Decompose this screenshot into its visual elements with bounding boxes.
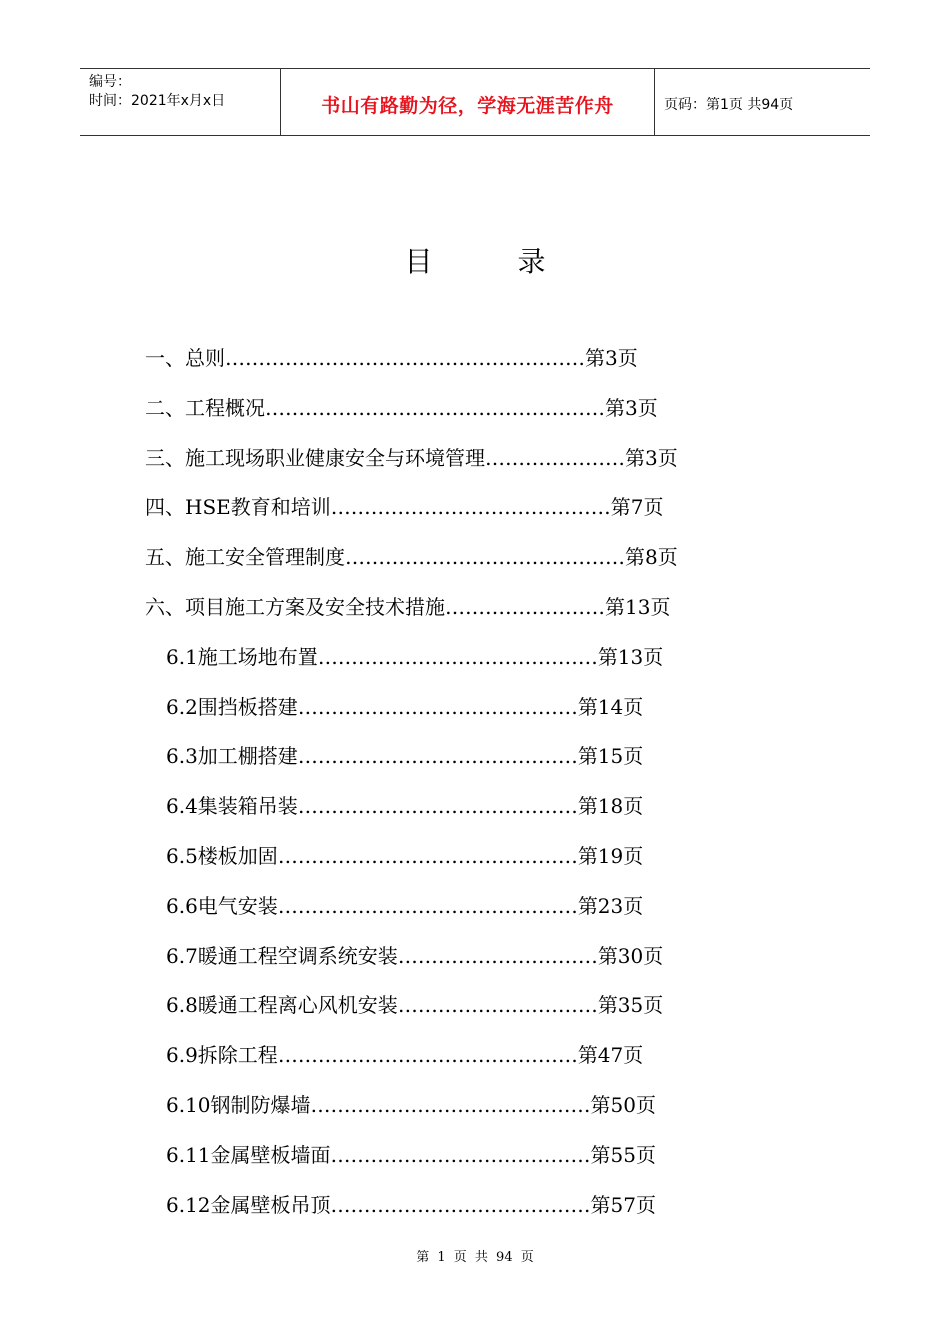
toc-entry-label: 一、总则 [145, 346, 225, 370]
toc-leader: ………………………………… [330, 1192, 591, 1217]
toc-subentry[interactable] [145, 638, 865, 688]
date-line: 时间：2021年x月x日 [89, 93, 226, 109]
toc-subentry[interactable] [145, 787, 865, 837]
toc-entry[interactable] [145, 389, 865, 439]
toc-page-ref: 第7页 [610, 495, 664, 520]
toc-page-ref: 第3页 [605, 395, 658, 420]
header-motto: 书山有路勤为径，学海无涯苦作舟 [321, 94, 614, 117]
toc-page-ref: 第47页 [577, 1043, 644, 1068]
toc-leader: …………………………………… [345, 545, 625, 570]
toc-page-ref: 第23页 [577, 893, 644, 918]
toc-leader: …………………………………… [310, 1092, 591, 1117]
toc-page-ref: 第13页 [605, 594, 671, 619]
toc-subentry[interactable] [145, 688, 865, 738]
toc-entry[interactable] [145, 339, 865, 389]
toc-leader: ……………………………………………… [225, 346, 585, 370]
toc-subentry[interactable] [145, 1036, 865, 1086]
toc-entry[interactable] [145, 488, 865, 538]
toc-entry-label: 二、工程概况 [145, 395, 265, 420]
toc-entry-label: 6.9拆除工程 [166, 1043, 278, 1068]
toc-entry-label: 6.3加工棚搭建 [166, 744, 298, 769]
toc-page-ref: 第50页 [590, 1092, 656, 1117]
toc-page-ref: 第3页 [625, 445, 678, 470]
toc-entry[interactable] [145, 538, 865, 588]
toc-subentry[interactable] [145, 1136, 865, 1186]
page-header [80, 68, 870, 136]
header-motto-cell [281, 69, 655, 135]
toc-entry-label: 6.8暖通工程离心风机安装 [166, 993, 398, 1018]
header-page-info-cell [655, 69, 870, 135]
toc-leader: ……………………………………… [277, 893, 578, 918]
toc-leader: …………………………………… [297, 744, 578, 769]
toc-leader: …………………………………… [317, 644, 598, 669]
toc-page-ref: 第30页 [597, 943, 664, 968]
toc-entry-label: 6.2围挡板搭建 [166, 694, 298, 719]
toc-leader: ………………………………… [330, 1142, 591, 1167]
toc-subentry[interactable] [145, 887, 865, 937]
toc-page-ref: 第57页 [590, 1192, 656, 1217]
toc-page-ref: 第35页 [597, 993, 664, 1018]
toc-leader: ………………… [485, 445, 625, 470]
toc-subentry[interactable] [145, 937, 865, 987]
page-footer: 第 1 页 共 94 页 [416, 1250, 534, 1265]
toc-leader: ………………………… [397, 993, 598, 1018]
toc-entry-label: 6.7暖通工程空调系统安装 [166, 943, 398, 968]
toc-page-ref: 第18页 [577, 794, 644, 819]
toc-leader: …………………………………… [297, 694, 578, 719]
toc-leader: …………………………………… [330, 495, 611, 520]
toc-entry-label: 6.6电气安装 [166, 893, 278, 918]
toc-leader: …………………………………………… [265, 395, 605, 420]
toc-entry-label: 6.10钢制防爆墙 [166, 1092, 311, 1117]
toc-subentry[interactable] [145, 1086, 865, 1136]
toc-entry-label: 6.5楼板加固 [166, 843, 278, 868]
toc-subentry[interactable] [145, 1186, 865, 1236]
serial-number-label: 编号： [89, 74, 131, 90]
toc-leader: …………………… [445, 594, 605, 619]
toc-entry-label: 6.11金属壁板墙面 [166, 1142, 331, 1167]
toc-entry-label: 六、项目施工方案及安全技术措施 [145, 594, 445, 619]
toc-page-ref: 第8页 [625, 545, 678, 570]
toc-page-ref: 第19页 [577, 843, 644, 868]
header-meta [80, 69, 281, 135]
toc-entry[interactable] [145, 439, 865, 489]
toc-leader: …………………………………… [297, 794, 578, 819]
toc-leader: ……………………………………… [277, 1043, 578, 1068]
toc-entry[interactable] [145, 588, 865, 638]
header-page-info: 页码：第1页 共94页 [664, 97, 794, 113]
table-of-contents [145, 339, 865, 1235]
toc-entry-label: 五、施工安全管理制度 [145, 545, 345, 570]
toc-subentry[interactable] [145, 737, 865, 787]
toc-subentry[interactable] [145, 837, 865, 887]
toc-leader: ……………………………………… [277, 843, 578, 868]
toc-entry-label: 三、施工现场职业健康安全与环境管理 [145, 445, 485, 470]
toc-page-ref: 第3页 [585, 346, 638, 370]
toc-page-ref: 第15页 [577, 744, 644, 769]
toc-entry-label: 6.1施工场地布置 [166, 644, 318, 669]
toc-leader: ………………………… [397, 943, 598, 968]
toc-page-ref: 第55页 [590, 1142, 656, 1167]
toc-page-ref: 第13页 [597, 644, 664, 669]
toc-entry-label: 6.12金属壁板吊顶 [166, 1192, 331, 1217]
toc-page-ref: 第14页 [577, 694, 644, 719]
toc-subentry[interactable] [145, 986, 865, 1036]
toc-entry-label: 四、HSE教育和培训 [145, 495, 331, 520]
page-title: 目 录 [404, 245, 584, 278]
toc-entry-label: 6.4集装箱吊装 [166, 794, 298, 819]
